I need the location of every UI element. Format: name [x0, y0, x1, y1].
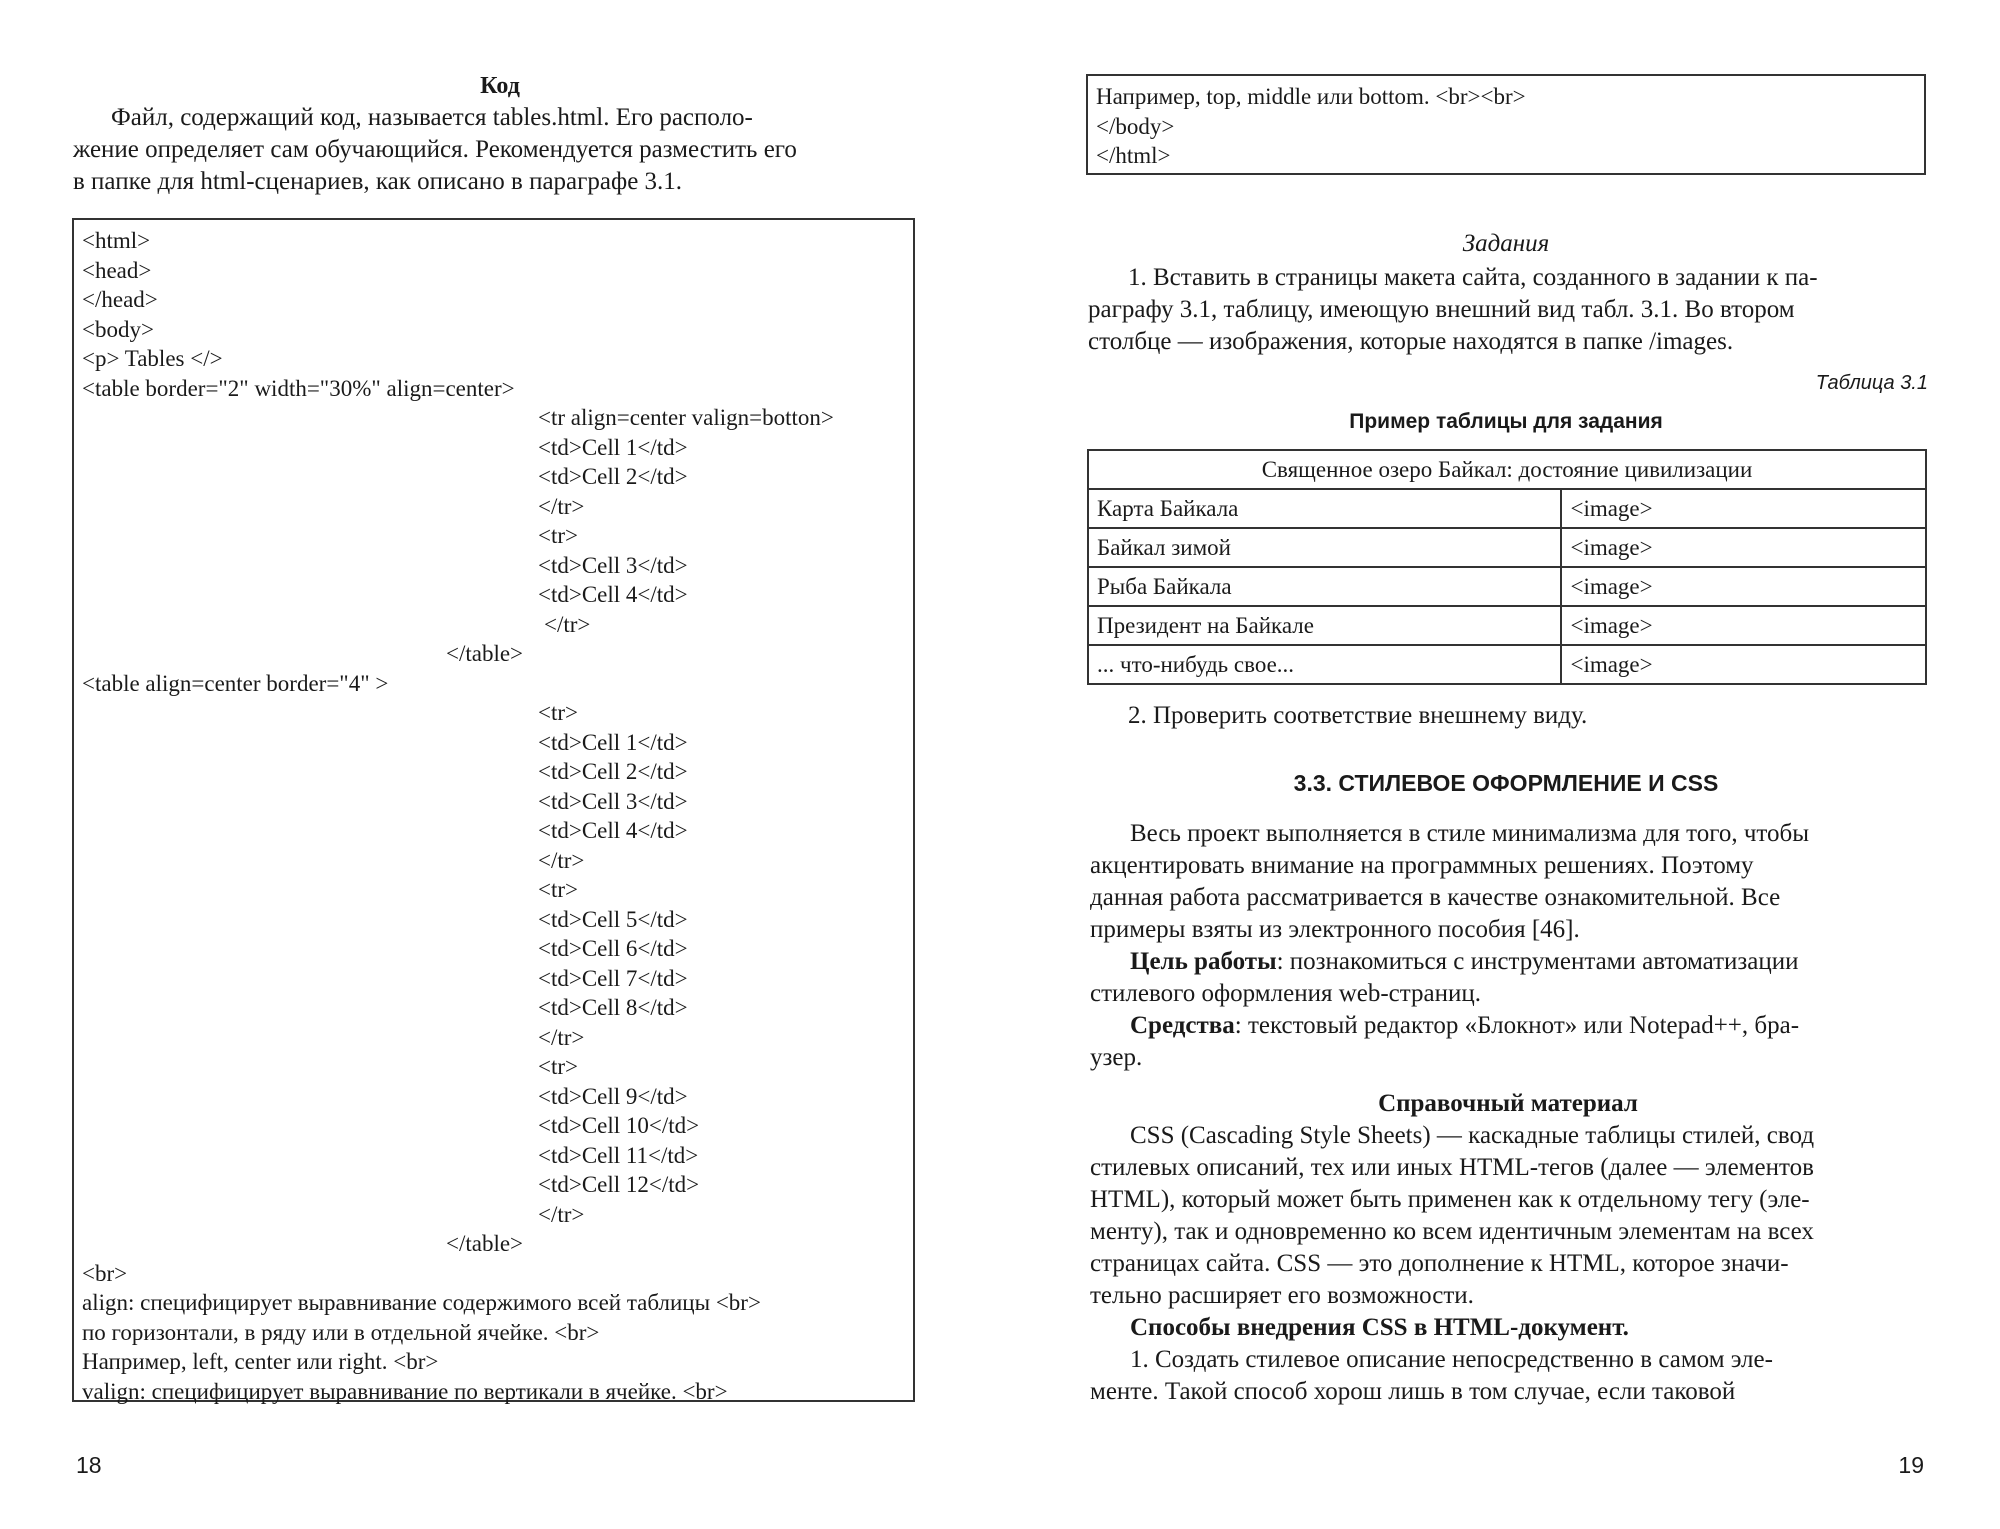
table-header-cell: Священное озеро Байкал: достояние цивилизации: [1088, 450, 1926, 489]
code-heading: Код: [480, 73, 520, 99]
code-listing-box: [72, 218, 915, 1402]
code-line: <td>Cell 2</td>: [538, 759, 688, 784]
code-line: <td>Cell 3</td>: [538, 788, 688, 814]
code-line: <td>Cell 5</td>: [538, 906, 688, 932]
code-line: </html>: [1096, 143, 1171, 168]
code-line: <tr>: [538, 1054, 578, 1079]
code-continuation-box: [1086, 74, 1926, 175]
goal-line-2: стилевого оформления web-страниц.: [1090, 980, 1481, 1007]
task2-line: 2. Проверить соответствие внешнему виду.: [1128, 702, 1588, 729]
methods-heading: Способы внедрения CSS в HTML-документ.: [1130, 1314, 1629, 1341]
intro-line: Файл, содержащий код, называется tables.html. Его располо-: [111, 104, 753, 131]
main-text: [1090, 818, 1926, 1408]
code-line: </tr>: [538, 1201, 585, 1227]
page-number: 19: [1898, 1452, 1924, 1478]
code-line: по горизонтали, в ряду или в отдельной ячейке. <br>: [82, 1319, 600, 1345]
code-line: <tr>: [538, 700, 578, 725]
page-number: 18: [76, 1452, 102, 1478]
para-line: акцентировать внимание на программных решениях. Поэтому: [1090, 852, 1754, 879]
para-line: данная работа рассматривается в качестве ознакомительной. Все: [1090, 884, 1781, 911]
para-line: Весь проект выполняется в стиле минимализма для того, чтобы: [1130, 820, 1810, 847]
table-row: [1088, 489, 1926, 528]
section-heading: 3.3. СТИЛЕВОЕ ОФОРМЛЕНИЕ И CSS: [1293, 770, 1719, 796]
example-table: [1087, 449, 1927, 685]
code-line: <td>Cell 6</td>: [538, 936, 688, 961]
table-row: [1088, 645, 1926, 684]
tools-label: Средства: [1130, 1012, 1235, 1039]
code-line: <td>Cell 3</td>: [538, 552, 688, 578]
table-header-row: [1088, 450, 1926, 489]
table-cell-topic: ... что-нибудь свое...: [1088, 645, 1561, 684]
table-cell-topic: Карта Байкала: [1088, 489, 1561, 528]
task1-paragraph: [1088, 262, 1924, 358]
task1-line: 1. Вставить в страницы макета сайта, созданного в задании к па-: [1128, 264, 1818, 291]
table-cell-image: <image>: [1561, 567, 1926, 606]
tools-line: [1090, 1010, 1926, 1042]
intro-line: в папке для html-сценариев, как описано в параграфе 3.1.: [73, 168, 683, 195]
task1-line: раграфу 3.1, таблицу, имеющую внешний вид табл. 3.1. Во втором: [1088, 296, 1795, 323]
code-line: <br>: [82, 1260, 128, 1286]
code-line: Например, top, middle или bottom. <br><br>: [1096, 84, 1526, 109]
code-line: <body>: [82, 316, 154, 342]
code-line: </tr>: [538, 1024, 585, 1050]
code-line: </tr>: [538, 493, 585, 519]
method1-line: менте. Такой способ хорош лишь в том случае, если таковой: [1090, 1378, 1736, 1405]
goal-line: [1090, 946, 1926, 978]
right-page: [1000, 0, 2000, 1529]
code-line: <tr>: [538, 877, 578, 902]
method1-line: 1. Создать стилевое описание непосредственно в самом эле-: [1130, 1346, 1773, 1373]
code-line: <td>Cell 12</td>: [538, 1172, 700, 1197]
css-line: стилевых описаний, тех или иных HTML-тегов (далее — элементов: [1090, 1154, 1814, 1181]
table-caption: Пример таблицы для задания: [1349, 410, 1663, 433]
code-line: <td>Cell 1</td>: [538, 729, 688, 755]
table-row: [1088, 567, 1926, 606]
table-row: [1088, 528, 1926, 567]
tools-line-2: узер.: [1090, 1044, 1143, 1071]
code-line: <td>Cell 1</td>: [538, 434, 688, 460]
code-line: Например, left, center или right. <br>: [82, 1349, 439, 1374]
goal-rest: : познакомиться с инструментами автоматизации: [1276, 948, 1799, 975]
code-line: </tr>: [544, 611, 591, 637]
css-line: CSS (Cascading Style Sheets) — каскадные таблицы стилей, свод: [1130, 1122, 1815, 1149]
code-line: </table>: [446, 641, 524, 666]
code-line: <table border="2" width="30%" align=center>: [82, 375, 515, 401]
tasks-heading: Задания: [1462, 230, 1550, 257]
code-line: <tr align=center valign=botton>: [538, 405, 834, 430]
code-line: <td>Cell 10</td>: [538, 1113, 700, 1138]
table-cell-topic: Президент на Байкале: [1088, 606, 1561, 645]
code-line: </body>: [1096, 113, 1175, 139]
code-line: <td>Cell 7</td>: [538, 965, 688, 991]
css-line: HTML), который может быть применен как к отдельному тегу (эле-: [1090, 1186, 1810, 1213]
para-line: примеры взяты из электронного пособия [46].: [1090, 916, 1580, 943]
code-line: <td>Cell 2</td>: [538, 464, 688, 489]
example-table-wrapper: [1087, 449, 1927, 685]
code-line: <table align=center border="4" >: [82, 670, 389, 696]
table-cell-image: <image>: [1561, 489, 1926, 528]
code-line: <td>Cell 9</td>: [538, 1083, 688, 1109]
code-line: <tr>: [538, 523, 578, 548]
code-line: <td>Cell 11</td>: [538, 1142, 699, 1168]
reference-heading: Справочный материал: [1378, 1090, 1638, 1117]
task1-line: столбце — изображения, которые находятся в папке /images.: [1088, 328, 1734, 355]
goal-label: Цель работы: [1130, 948, 1277, 975]
table-label: Таблица 3.1: [1815, 372, 1928, 394]
code-line: </head>: [82, 287, 158, 312]
code-line: align: специфицирует выравнивание содержимого всей таблицы <br>: [82, 1290, 761, 1315]
table-cell-image: <image>: [1561, 528, 1926, 567]
code-line: </tr>: [538, 847, 585, 873]
code-line: <p> Tables </>: [82, 346, 223, 371]
code-line: <td>Cell 4</td>: [538, 818, 688, 843]
intro-line: жение определяет сам обучающийся. Рекомендуется разместить его: [73, 136, 797, 163]
code-line: valign: специфицирует выравнивание по вертикали в ячейке. <br>: [82, 1378, 728, 1404]
css-line: менту), так и одновременно ко всем идентичным элементам на всех: [1090, 1218, 1814, 1245]
table-cell-topic: Байкал зимой: [1088, 528, 1561, 567]
code-line: <head>: [82, 257, 152, 283]
code-line: <td>Cell 4</td>: [538, 582, 688, 607]
code-line: <td>Cell 8</td>: [538, 995, 688, 1020]
css-line: тельно расширяет его возможности.: [1090, 1282, 1474, 1309]
tools-rest: : текстовый редактор «Блокнот» или Notepad++, бра-: [1234, 1012, 1800, 1039]
code-line: <html>: [82, 228, 151, 253]
table-cell-image: <image>: [1561, 645, 1926, 684]
table-row: [1088, 606, 1926, 645]
table-cell-image: <image>: [1561, 606, 1926, 645]
intro-paragraph: [73, 102, 913, 198]
code-line: </table>: [446, 1231, 524, 1256]
table-cell-topic: Рыба Байкала: [1088, 567, 1561, 606]
css-line: страницах сайта. CSS — это дополнение к HTML, которое значи-: [1090, 1250, 1789, 1277]
